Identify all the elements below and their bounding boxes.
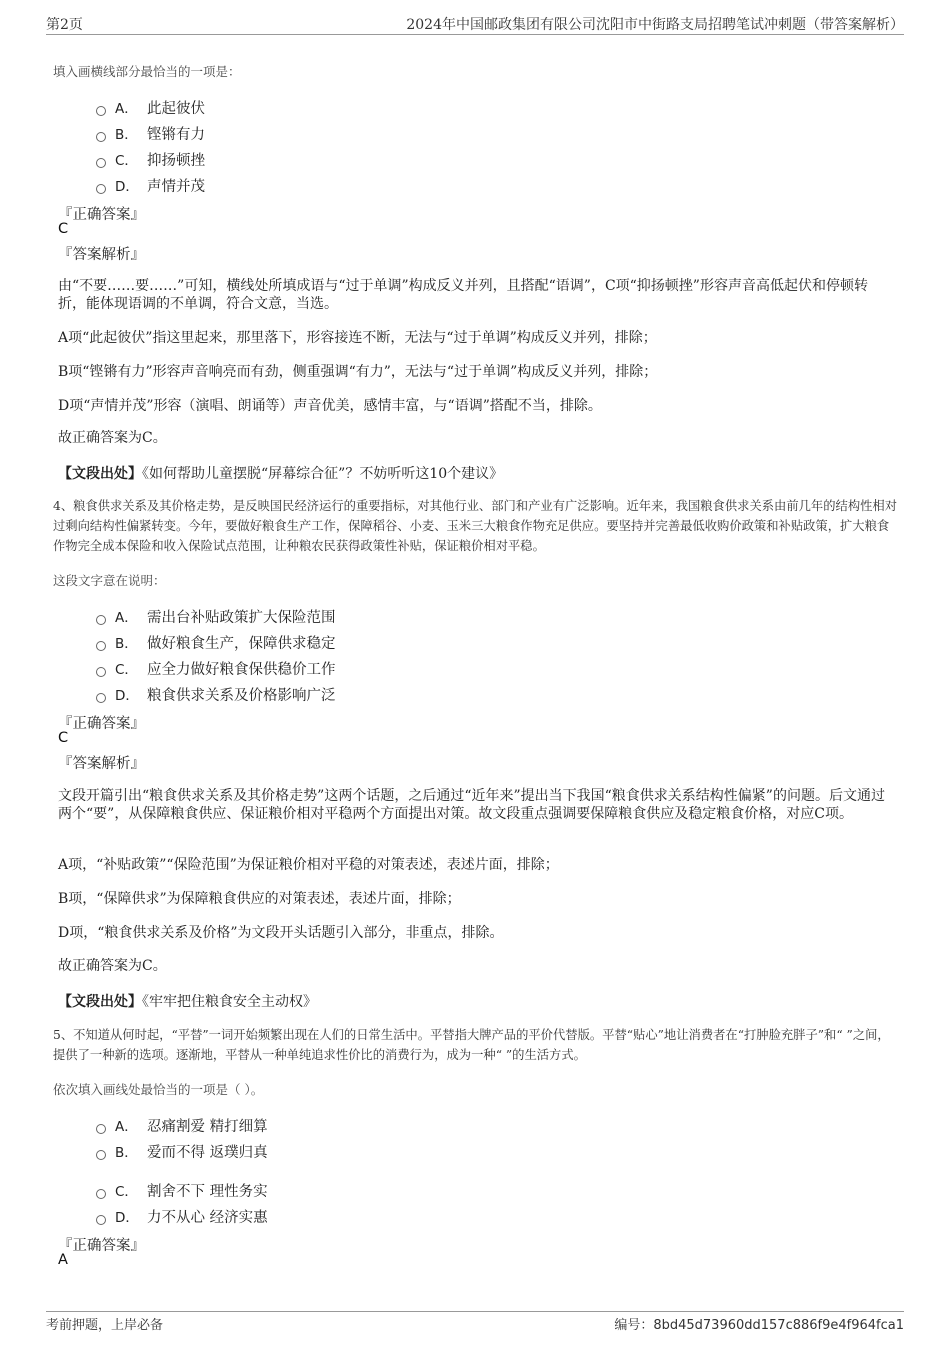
q3-analysis-1: 由“不要……要……”可知，横线处所填成语与“过于单调”构成反义并列，且搭配“语调”，C项“抑扬顿挫”形容声音高低起伏和停顿转折，能体现语调的不单调，符合文意，当选。 bbox=[58, 278, 868, 312]
q4-option-b[interactable]: B． 做好粮食生产，保障供求稳定 bbox=[96, 632, 336, 654]
page-footer bbox=[46, 1314, 904, 1334]
q3-analysis-5: 故正确答案为C。 bbox=[58, 430, 167, 446]
q5-option-b[interactable]: B． 爱而不得 返璞归真 bbox=[96, 1141, 268, 1163]
source-text: 《如何帮助儿童摆脱“屏幕综合征”？不妨听听这10个建议》 bbox=[142, 466, 504, 482]
radio-icon[interactable] bbox=[96, 158, 106, 168]
footer-slogan: 考前押题，上岸必备 bbox=[46, 1318, 164, 1333]
q4-analysis-3: B项，“保障供求”为保障粮食供应的对策表述，表述片面，排除； bbox=[58, 891, 461, 907]
q4-stem: 这段文字意在说明： bbox=[53, 573, 166, 588]
q5-option-c[interactable]: C． 割舍不下 理性务实 bbox=[96, 1180, 268, 1202]
q4-passage: 4、粮食供求关系及其价格走势，是反映国民经济运行的重要指标，对其他行业、部门和产业有广泛影响。近年来，我国粮食供求关系由前几年的结构性相对过剩向结构性偏紧转变。今年，要做好粮食生产工作，保障稻谷、小麦、玉米三大粮食作物充足供应。要坚持并完善最低收购价政策和补贴政策，扩大粮食作物完全成本保险和收入保险试点范围，让种粮农民获得政策性补贴，保证粮价相对平稳。 bbox=[53, 499, 898, 553]
q4-answer: C bbox=[58, 730, 69, 746]
q3-option-b[interactable]: B． 铿锵有力 bbox=[96, 123, 205, 145]
source-text: 《牢牢把住粮食安全主动权》 bbox=[142, 994, 317, 1010]
document-title: 2024年中国邮政集团有限公司沈阳市中街路支局招聘笔试冲刺题（带答案解析） bbox=[406, 17, 904, 33]
q5-option-d[interactable]: D． 力不从心 经济实惠 bbox=[96, 1206, 268, 1228]
q5-option-a[interactable]: A． 忍痛割爱 精打细算 bbox=[96, 1115, 268, 1137]
q5-answer: A bbox=[58, 1252, 68, 1268]
code-value: 8bd45d73960dd157c886f9e4f964fca1 bbox=[653, 1318, 904, 1333]
q4-option-d[interactable]: D． 粮食供求关系及价格影响广泛 bbox=[96, 684, 336, 706]
q3-option-a[interactable]: A． 此起彼伏 bbox=[96, 97, 205, 119]
page-header bbox=[46, 14, 904, 34]
q4-analysis-1: 文段开篇引出“粮食供求关系及其价格走势”这两个话题，之后通过“近年来”提出当下我国“粮食供求关系结构性偏紧”的问题。后文通过两个“要”，从保障粮食供应、保证粮价相对平稳两个方面提出对策。故文段重点强调要保障粮食供应及稳定粮食价格，对应C项。 bbox=[58, 788, 885, 822]
q4-option-a[interactable]: A． 需出台补贴政策扩大保险范围 bbox=[96, 606, 336, 628]
radio-icon[interactable] bbox=[96, 693, 106, 703]
q4-answer-tag: 『正确答案』 bbox=[58, 716, 145, 732]
radio-icon[interactable] bbox=[96, 106, 106, 116]
footer-divider bbox=[46, 1311, 904, 1312]
radio-icon[interactable] bbox=[96, 667, 106, 677]
radio-icon[interactable] bbox=[96, 1150, 106, 1160]
q4-analysis-5: 故正确答案为C。 bbox=[58, 958, 167, 974]
code-label: 编号： bbox=[614, 1318, 654, 1333]
q4-analysis-2: A项，“补贴政策”“保险范围”为保证粮价相对平稳的对策表述，表述片面，排除； bbox=[58, 857, 559, 873]
radio-icon[interactable] bbox=[96, 132, 106, 142]
q4-source bbox=[58, 991, 317, 1011]
q3-option-d[interactable]: D． 声情并茂 bbox=[96, 175, 205, 197]
radio-icon[interactable] bbox=[96, 1215, 106, 1225]
q3-answer: C bbox=[58, 221, 69, 237]
source-label: 【文段出处】 bbox=[58, 994, 142, 1010]
source-label: 【文段出处】 bbox=[58, 466, 142, 482]
radio-icon[interactable] bbox=[96, 1189, 106, 1199]
q5-passage: 5、不知道从何时起，“平替”一词开始频繁出现在人们的日常生活中。平替指大牌产品的平价代替版。平替“贴心”地让消费者在“打肿脸充胖子”和“ ”之间，提供了一种新的选项。逐渐地，平替从一种单纯追求性价比的消费行为，成为一种“ ”的生活方式。 bbox=[53, 1028, 890, 1062]
radio-icon[interactable] bbox=[96, 615, 106, 625]
header-divider bbox=[46, 34, 904, 35]
q3-analysis-4: D项“声情并茂”形容（演唱、朗诵等）声音优美，感情丰富，与“语调”搭配不当，排除。 bbox=[58, 398, 602, 414]
q3-option-c[interactable]: C． 抑扬顿挫 bbox=[96, 149, 205, 171]
q3-analysis-tag: 『答案解析』 bbox=[58, 247, 145, 263]
q3-answer-tag: 『正确答案』 bbox=[58, 207, 145, 223]
radio-icon[interactable] bbox=[96, 641, 106, 651]
q3-analysis-2: A项“此起彼伏”指这里起来，那里落下，形容接连不断，无法与“过于单调”构成反义并列，排除； bbox=[58, 330, 657, 346]
q3-stem: 填入画横线部分最恰当的一项是： bbox=[53, 64, 241, 79]
document-code bbox=[614, 1314, 904, 1333]
q5-stem: 依次填入画线处最恰当的一项是（ ）。 bbox=[53, 1082, 264, 1097]
radio-icon[interactable] bbox=[96, 1124, 106, 1134]
page-number: 第2页 bbox=[46, 17, 83, 33]
q3-source bbox=[58, 463, 503, 483]
q4-analysis-4: D项，“粮食供求关系及价格”为文段开头话题引入部分，非重点，排除。 bbox=[58, 925, 504, 941]
q4-option-c[interactable]: C． 应全力做好粮食保供稳价工作 bbox=[96, 658, 336, 680]
q5-answer-tag: 『正确答案』 bbox=[58, 1238, 145, 1254]
q3-analysis-3: B项“铿锵有力”形容声音响亮而有劲，侧重强调“有力”，无法与“过于单调”构成反义并列，排除； bbox=[58, 364, 658, 380]
radio-icon[interactable] bbox=[96, 184, 106, 194]
q4-analysis-tag: 『答案解析』 bbox=[58, 756, 145, 772]
